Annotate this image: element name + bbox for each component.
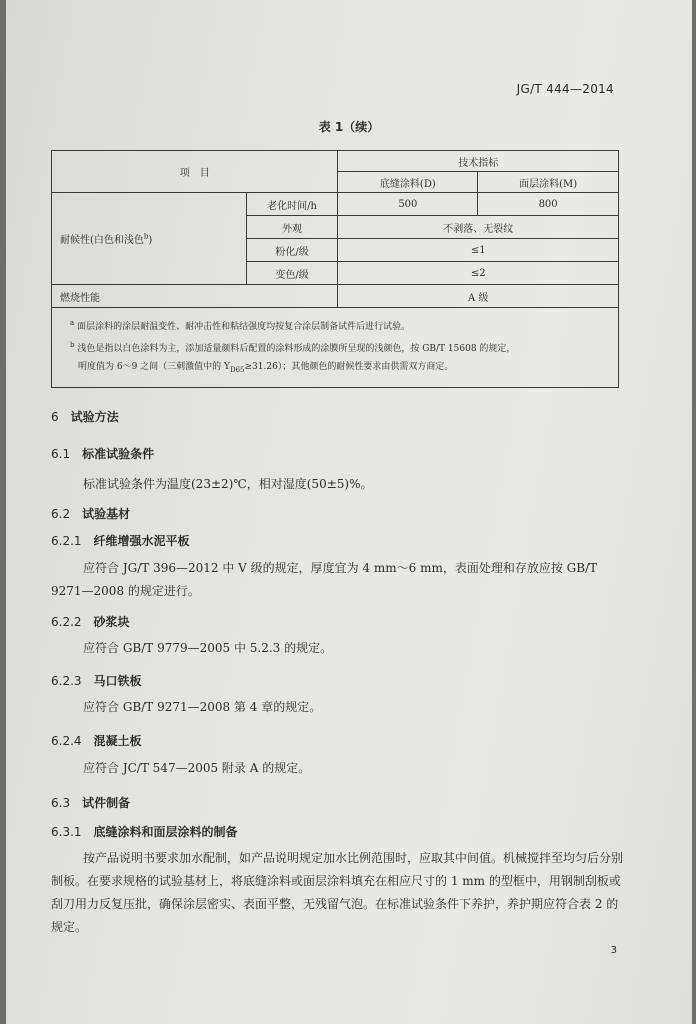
section-6-2-4-text: 应符合 JC/T 547—2005 附录 A 的规定。: [83, 761, 311, 775]
note-b: $^b$ 浅色是指以白色涂料为主，添加适量颜料后配置的涂料形成的涂膜所呈现的浅颜色，按 GB/T 15608 的规定，: [70, 341, 516, 354]
row-value: ≤2: [338, 262, 619, 285]
table-notes-row: [52, 308, 619, 388]
row-value-m: 800: [478, 193, 619, 216]
standard-number: JG/T 444—2014: [516, 82, 614, 96]
row-value-d: 500: [338, 193, 478, 216]
col-d-header: 底缝涂料(D): [338, 172, 478, 193]
page-number: 3: [610, 945, 617, 956]
section-6-2-3-heading: 6.2.3 马口铁板: [51, 674, 142, 688]
note-a: $^a$ 面层涂料的涂层耐温变性、耐冲击性和粘结强度均按复合涂层制备试件后进行试验。: [70, 319, 411, 332]
section-6-heading: 6 试验方法: [51, 410, 119, 424]
spec-table: [51, 150, 619, 388]
row-label: 外观: [246, 216, 338, 239]
fire-label: 燃烧性能: [52, 285, 338, 308]
col-spec-header: 技术指标: [338, 151, 619, 172]
section-6-3-1-text: 按产品说明书要求加水配制，如产品说明规定加水比例范围时，应取其中间值。机械搅拌至均匀后分别制板。在要求规格的试验基材上，将底缝涂料或面层涂料填充在相应尺寸的 1 mm 的型框中，用钢制刮板或刮刀用力反复压批，确保涂层密实、表面平整，无残留气泡。在标准试验条件下养护，养护期应符合表 2 的规定。: [51, 851, 624, 934]
section-6-1-heading: 6.1 标准试验条件: [51, 447, 155, 461]
row-label: 变色/级: [246, 262, 338, 285]
fire-value: A 级: [338, 285, 619, 308]
table-header-row: [52, 151, 619, 172]
row-label: 粉化/级: [246, 239, 338, 262]
section-6-3-heading: 6.3 试件制备: [51, 796, 131, 810]
section-6-2-2-text: 应符合 GB/T 9779—2005 中 5.2.3 的规定。: [83, 641, 333, 655]
row-value: ≤1: [338, 239, 619, 262]
row-value: 不剥落、无裂纹: [338, 216, 619, 239]
row-label: 老化时间/h: [246, 193, 338, 216]
note-b-cont: 明度值为 6～9 之间（三刺激值中的 $Y_{D65}\ge 31.26$）；其他颜色的耐候性要求由供需双方商定。: [78, 362, 454, 374]
section-6-1-text: 标准试验条件为温度(23±2)℃，相对湿度(50±5)%。: [83, 477, 373, 491]
col-m-header: 面层涂料(M): [478, 172, 619, 193]
section-6-2-1-heading: 6.2.1 纤维增强水泥平板: [51, 534, 190, 548]
document-page: [6, 0, 692, 1024]
section-6-2-4-heading: 6.2.4 混凝土板: [51, 734, 142, 748]
table-row: [52, 193, 619, 216]
weather-label: 耐候性(白色和浅色$^b$): [52, 193, 247, 285]
section-6-2-1-text: 应符合 JG/T 396—2012 中 V 级的规定，厚度宜为 4 mm～6 mm，表面处理和存放应按 GB/T 9271—2008 的规定进行。: [51, 561, 598, 598]
table-notes: [52, 308, 619, 388]
section-6-2-heading: 6.2 试验基材: [51, 507, 131, 521]
section-6-2-3-text: 应符合 GB/T 9271—2008 第 4 章的规定。: [83, 700, 322, 714]
table-row: [52, 285, 619, 308]
section-6-3-1-heading: 6.3.1 底缝涂料和面层涂料的制备: [51, 825, 238, 839]
section-6-2-2-heading: 6.2.2 砂浆块: [51, 615, 130, 629]
table-caption: 表 1（续）: [318, 120, 380, 134]
col-item-header: 项 目: [52, 151, 338, 193]
